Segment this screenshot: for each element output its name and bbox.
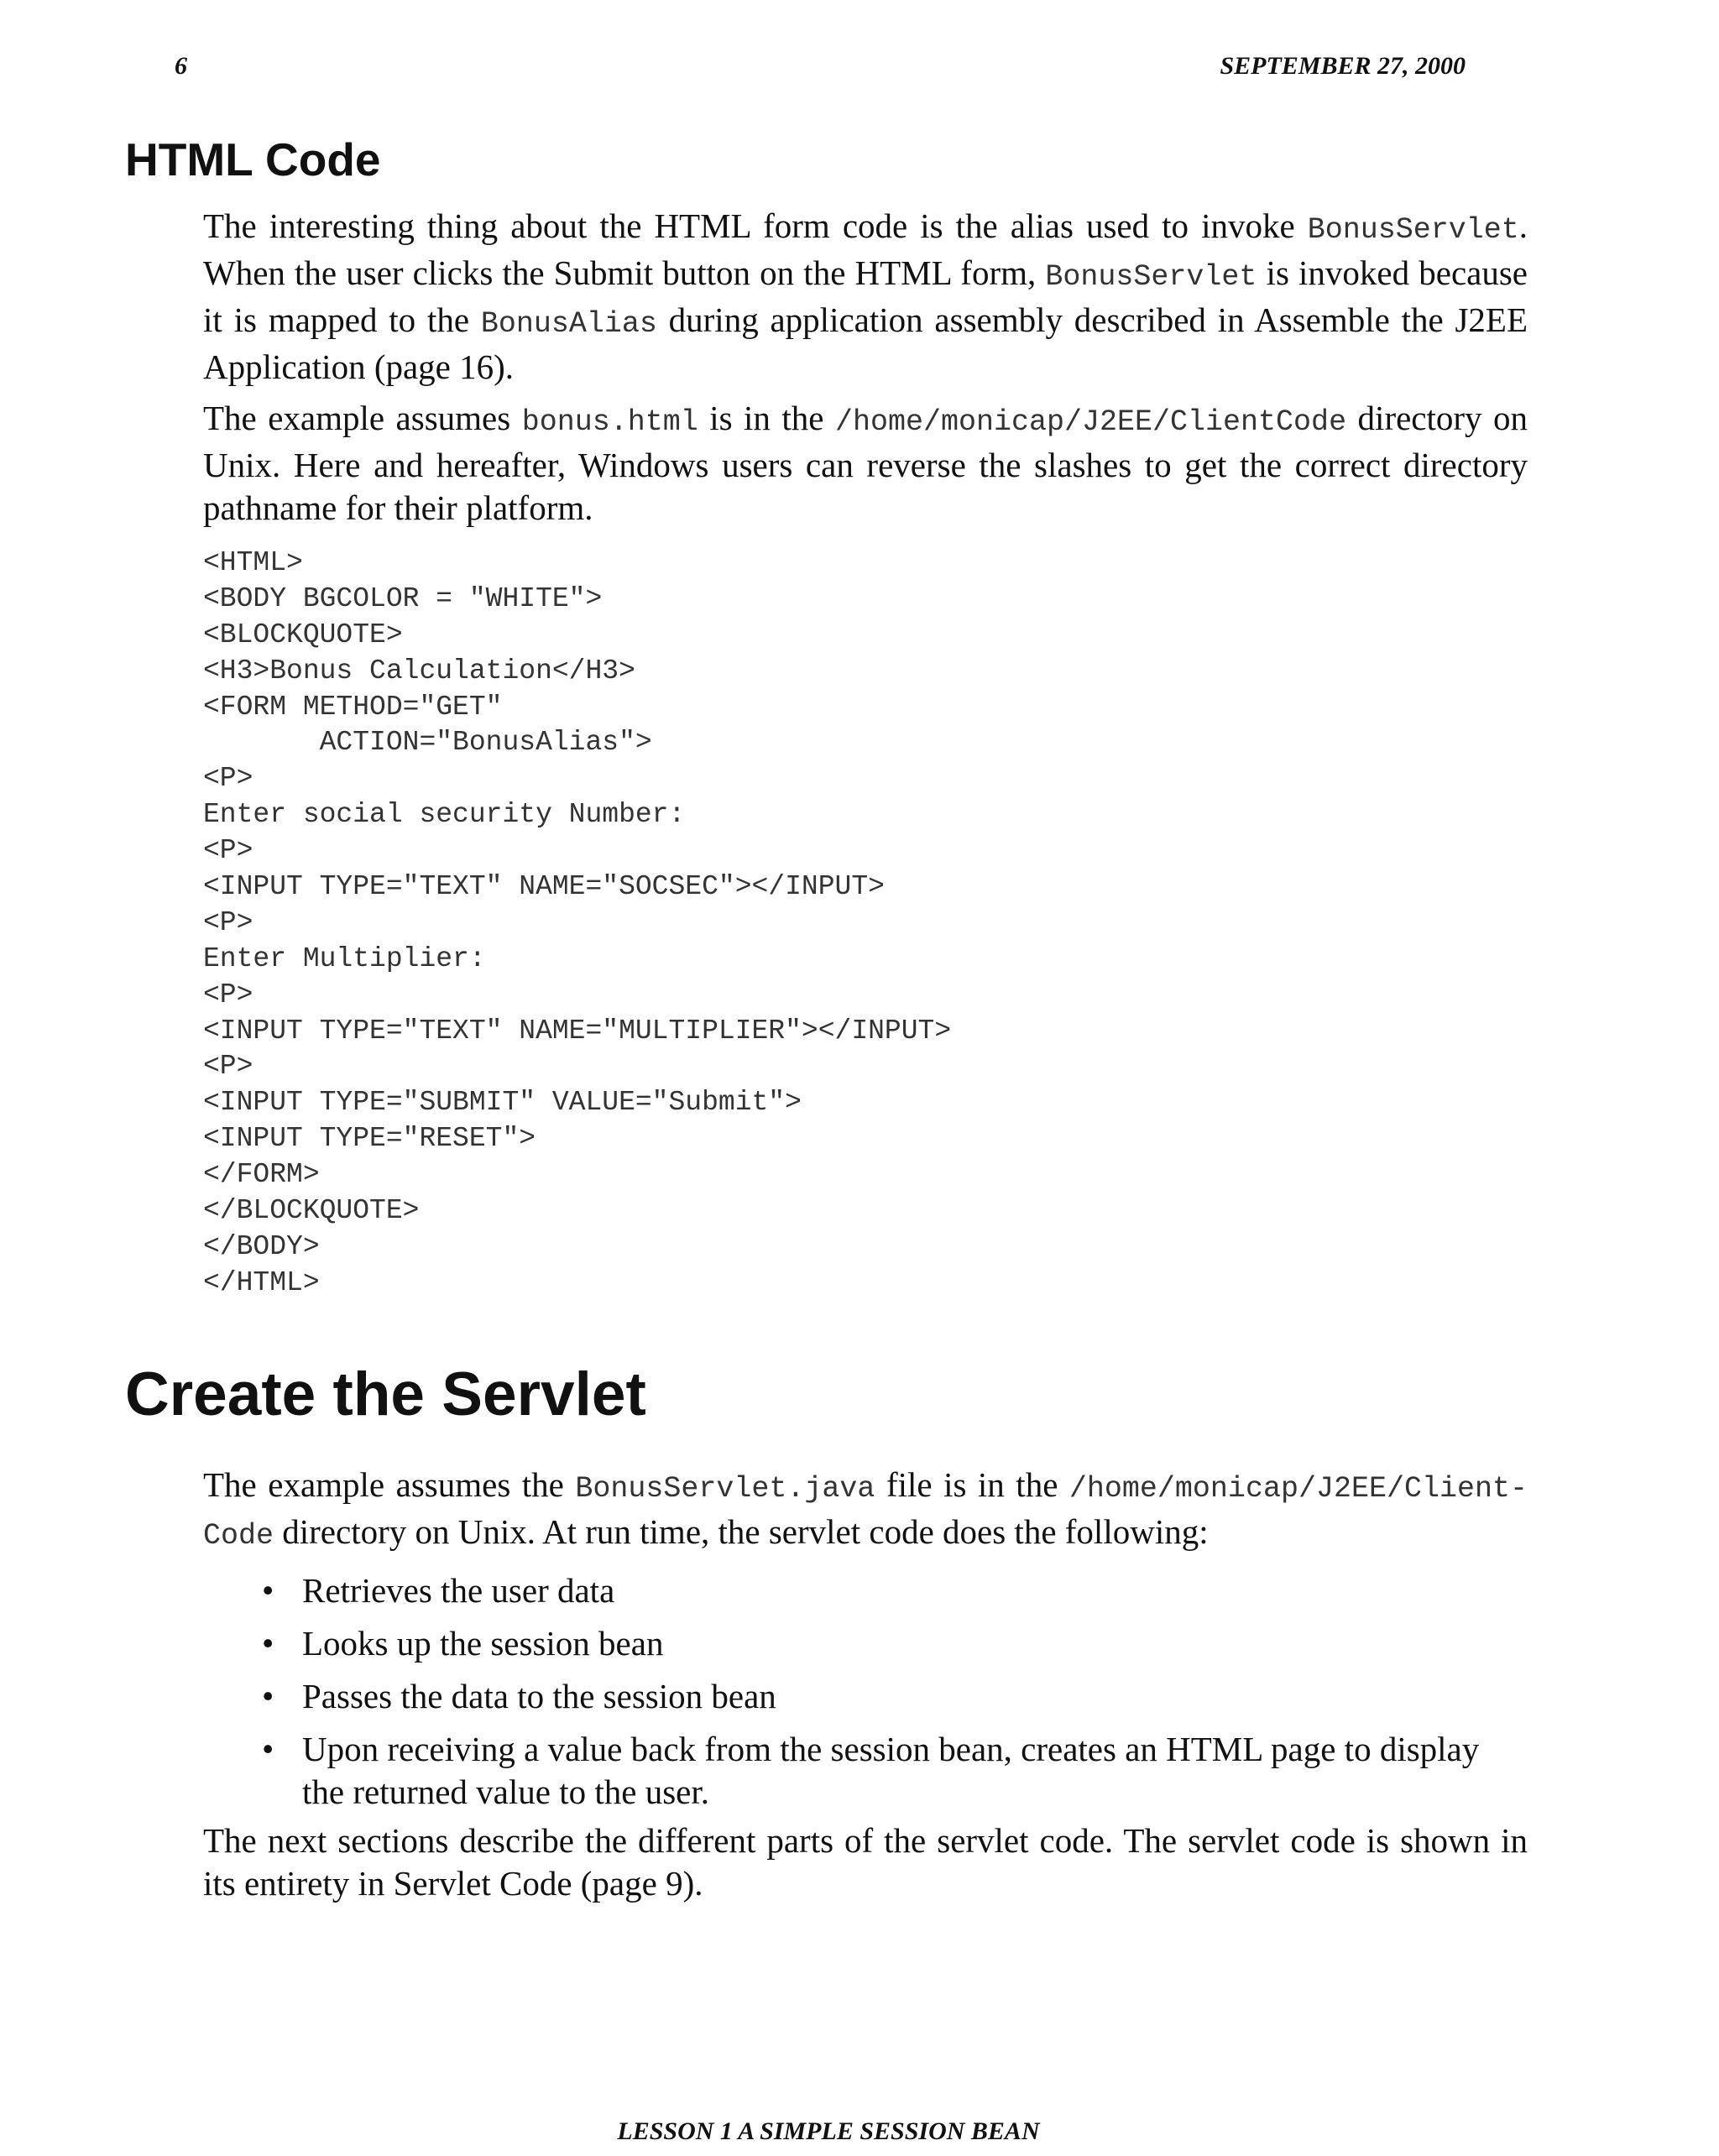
paragraph-text: is invoked because it is mapped to the [203,253,1528,339]
paragraph-servlet-location [203,1464,1528,1558]
list-item [252,1675,1528,1718]
code-line: <BLOCKQUOTE> [203,619,403,650]
section-heading-html-code: HTML Code [125,133,381,185]
code-line: Enter Multiplier: [203,942,486,974]
bullet-icon: • [262,1571,274,1610]
code-line: <INPUT TYPE="TEXT" NAME="MULTIPLIER"></INPUT> [203,1015,952,1047]
inline-code: /home/monicap/J2EE/ClientCode [834,405,1347,439]
paragraph-text: The example assumes [203,399,522,437]
list-item-text: Upon receiving a value back from the session bean, creates an HTML page to display the returned value to the user. [302,1730,1480,1811]
servlet-steps-list [252,1569,1528,1824]
bullet-icon: • [262,1677,274,1715]
code-line: <P> [203,906,253,938]
paragraph-bonus-html-location [203,397,1528,530]
inline-code: bonus.html [521,405,698,439]
list-item [252,1569,1528,1612]
code-line: <BODY BGCOLOR = "WHITE"> [203,582,603,614]
paragraph-text: directory on Unix. Here and hereafter, Windows users can reverse the slashes to get the correct directory pathname for their platform. [203,399,1528,527]
code-line: <P> [203,1051,253,1083]
code-line: <P> [203,763,253,795]
paragraph-text: directory on Unix. At run time, the servlet code does the following: [274,1512,1209,1551]
footer-lesson-title: LESSON 1 A SIMPLE SESSION BEAN [617,2117,1040,2145]
list-item [252,1622,1528,1665]
paragraph-text: . When the user clicks the Submit button on the HTML form, [203,206,1528,292]
code-line: <P> [203,979,253,1010]
paragraph-text: during application assembly described in Assemble the J2EE Application (page 16). [203,300,1528,386]
paragraph-text: The example assumes the [203,1465,576,1504]
code-line: </FORM> [203,1159,320,1191]
list-item-text: Passes the data to the session bean [302,1677,776,1715]
paragraph-html-form-alias [203,205,1528,389]
code-line: <HTML> [203,547,303,578]
bullet-icon: • [262,1624,274,1663]
code-line: <INPUT TYPE="SUBMIT" VALUE="Submit"> [203,1087,802,1119]
list-item [252,1728,1528,1814]
code-line: </HTML> [203,1266,320,1298]
code-line: <FORM METHOD="GET" [203,691,503,723]
bullet-icon: • [262,1730,274,1768]
code-line: <INPUT TYPE="RESET"> [203,1123,536,1155]
section-heading-create-servlet: Create the Servlet [125,1360,646,1428]
paragraph-text: file is in the [875,1465,1069,1504]
inline-code: BonusServlet [1307,213,1519,247]
html-code-listing [203,546,951,1302]
list-item-text: Looks up the session bean [302,1624,664,1663]
inline-code: BonusServlet [1045,260,1257,294]
page-number: 6 [175,52,187,80]
paragraph-text: The interesting thing about the HTML form code is the alias used to invoke [203,206,1308,245]
code-line: ACTION="BonusAlias"> [203,727,652,759]
list-item-text: Retrieves the user data [302,1571,615,1610]
code-line: </BLOCKQUOTE> [203,1195,420,1227]
inline-code: BonusAlias [480,307,657,341]
paragraph-text: is in the [698,399,835,437]
inline-code: /home/monicap/J2EE/Client-Code [203,1472,1528,1553]
code-line: <P> [203,835,253,867]
header-date: SEPTEMBER 27, 2000 [1220,52,1466,80]
code-line: <H3>Bonus Calculation</H3> [203,655,635,686]
paragraph-next-sections: The next sections describe the different parts of the servlet code. The servlet code is shown in its entirety in Servlet Code (page 9). [203,1821,1528,1903]
code-line: <INPUT TYPE="TEXT" NAME="SOCSEC"></INPUT> [203,871,885,903]
code-line: </BODY> [203,1230,320,1262]
code-line: Enter social security Number: [203,799,686,831]
inline-code: BonusServlet.java [575,1472,875,1506]
